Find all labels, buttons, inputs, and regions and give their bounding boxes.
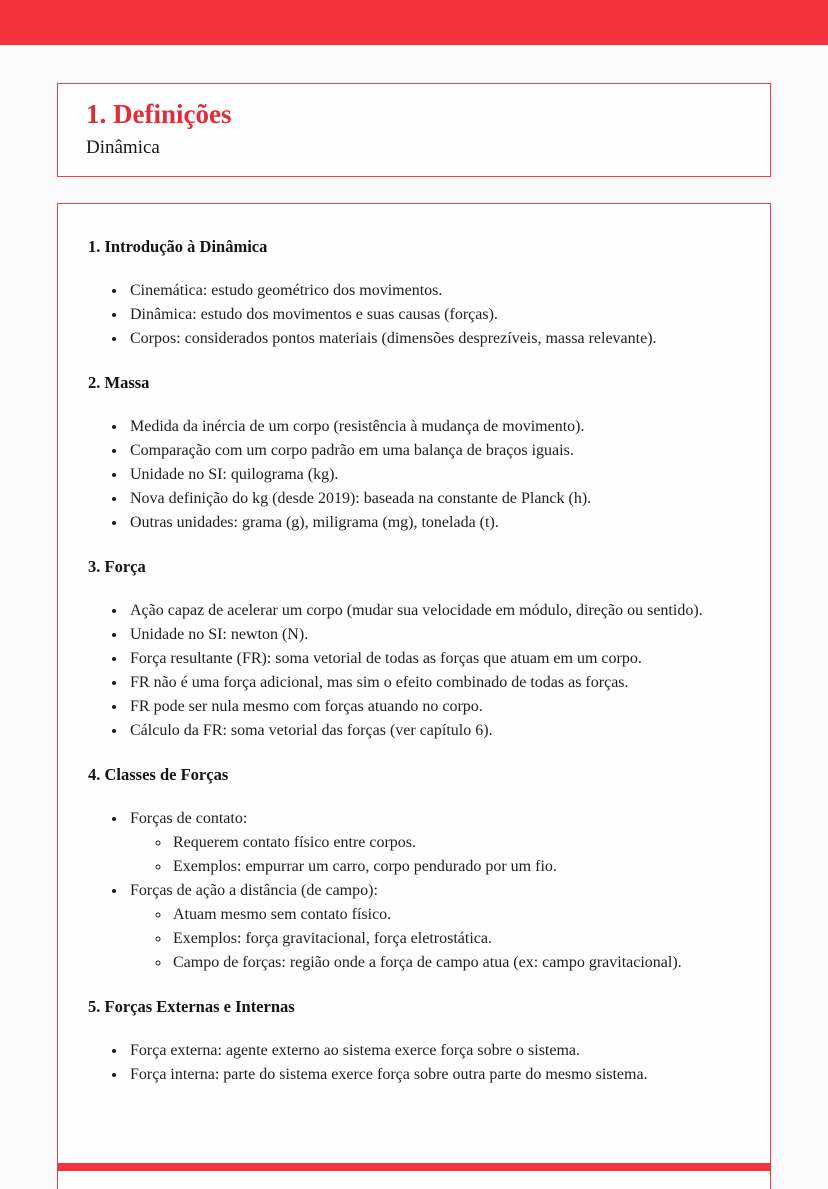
bullet-item: • Unidade no SI: newton (N). (127, 623, 740, 647)
sub-bullet-list (130, 903, 740, 975)
bullet-item: • Corpos: considerados pontos materiais (dimensões desprezíveis, massa relevante). (127, 327, 740, 351)
page-title: 1. Definições (86, 99, 232, 129)
bullet-item: • Forças de ação a distância (de campo): ◦ Atuam mesmo sem contato físico. ◦ Exemplos: força gravitacional, força eletrostática. ◦ Campo de forças: região onde a força de campo atua (ex: campo gravitacional). (127, 879, 740, 975)
bullet-item: • Força interna: parte do sistema exerce força sobre outra parte do mesmo sistema. (127, 1063, 740, 1087)
section-heading: 5. Forças Externas e Internas (88, 997, 295, 1017)
bullet-list (88, 599, 740, 743)
bullet-item: • Força externa: agente externo ao sistema exerce força sobre o sistema. (127, 1039, 740, 1063)
sub-bullet-item: ◦ Exemplos: empurrar um carro, corpo pendurado por um fio. (171, 855, 740, 879)
bullet-item: • Comparação com um corpo padrão em uma balança de braços iguais. (127, 439, 740, 463)
sections-container (88, 237, 740, 1087)
bullet-item: • FR não é uma força adicional, mas sim o efeito combinado de todas as forças. (127, 671, 740, 695)
section-heading: 1. Introdução à Dinâmica (88, 237, 268, 257)
bullet-item: • Cinemática: estudo geométrico dos movimentos. (127, 279, 740, 303)
sub-bullet-item: ◦ Requerem contato físico entre corpos. (171, 831, 740, 855)
notes-content-box (57, 203, 771, 1189)
title-box (57, 83, 771, 177)
bullet-item: • Nova definição do kg (desde 2019): baseada na constante de Planck (h). (127, 487, 740, 511)
section-heading: 3. Força (88, 557, 146, 577)
bottom-accent-bar (57, 1163, 771, 1171)
bullet-item: • Medida da inércia de um corpo (resistência à mudança de movimento). (127, 415, 740, 439)
bullet-item: • Força resultante (FR): soma vetorial de todas as forças que atuam em um corpo. (127, 647, 740, 671)
bullet-item: • Forças de contato: ◦ Requerem contato físico entre corpos. ◦ Exemplos: empurrar um carro, corpo pendurado por um fio. (127, 807, 740, 879)
bullet-item: • Dinâmica: estudo dos movimentos e suas causas (forças). (127, 303, 740, 327)
content-section (88, 373, 740, 535)
section-heading: 4. Classes de Forças (88, 765, 229, 785)
content-section (88, 997, 740, 1087)
content-section (88, 557, 740, 743)
content-section (88, 765, 740, 975)
bullet-list (88, 415, 740, 535)
page-subtitle: Dinâmica (86, 137, 160, 159)
bullet-item: • Ação capaz de acelerar um corpo (mudar sua velocidade em módulo, direção ou sentido). (127, 599, 740, 623)
sub-bullet-item: ◦ Atuam mesmo sem contato físico. (171, 903, 740, 927)
sub-bullet-list (130, 831, 740, 879)
bullet-list (88, 279, 740, 351)
sub-bullet-item: ◦ Campo de forças: região onde a força de campo atua (ex: campo gravitacional). (171, 951, 740, 975)
bullet-item: • FR pode ser nula mesmo com forças atuando no corpo. (127, 695, 740, 719)
bullet-item: • Unidade no SI: quilograma (kg). (127, 463, 740, 487)
bullet-list (88, 807, 740, 975)
content-section (88, 237, 740, 351)
bullet-item: • Cálculo da FR: soma vetorial das forças (ver capítulo 6). (127, 719, 740, 743)
section-heading: 2. Massa (88, 373, 150, 393)
bullet-item: • Outras unidades: grama (g), miligrama (mg), tonelada (t). (127, 511, 740, 535)
top-accent-bar (0, 0, 828, 45)
sub-bullet-item: ◦ Exemplos: força gravitacional, força eletrostática. (171, 927, 740, 951)
bullet-list (88, 1039, 740, 1087)
